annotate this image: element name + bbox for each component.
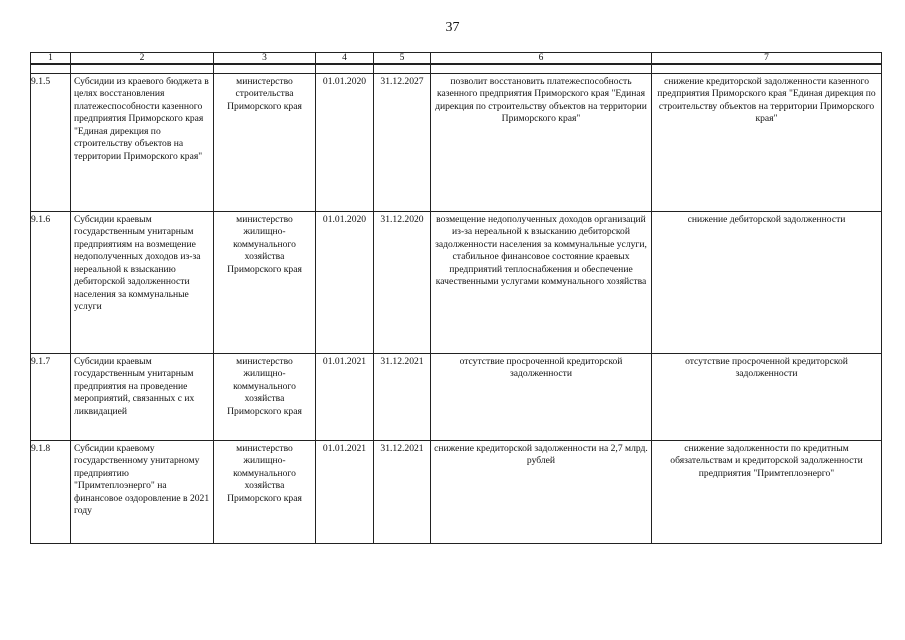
row-number: 9.1.8 [31, 441, 71, 544]
end-date: 31.12.2027 [374, 74, 431, 212]
column-header: 1 [31, 53, 71, 65]
expected-result: снижение кредиторской задолженности на 2,7 млрд. рублей [431, 441, 652, 544]
end-date: 31.12.2021 [374, 354, 431, 441]
end-date: 31.12.2020 [374, 212, 431, 354]
start-date: 01.01.2021 [316, 354, 374, 441]
effect: снижение задолженности по кредитным обязательствам и кредиторской задолженности предприятия "Примтеплоэнерго" [652, 441, 882, 544]
column-header: 4 [316, 53, 374, 65]
page-number: 37 [445, 20, 460, 35]
executor: министерство жилищно-коммунального хозяйства Приморского края [214, 212, 316, 354]
measure-name: Субсидии краевым государственным унитарным предприятия на проведение мероприятий, связанных с их ликвидацией [71, 354, 214, 441]
column-header: 6 [431, 53, 652, 65]
executor: министерство жилищно-коммунального хозяйства Приморского края [214, 441, 316, 544]
effect: снижение кредиторской задолженности казенного предприятия Приморского края "Единая дирекция по строительству объектов на территории Приморского края" [652, 74, 882, 212]
column-header: 3 [214, 53, 316, 65]
table-row [31, 74, 882, 212]
table-row [31, 212, 882, 354]
executor: министерство строительства Приморского края [214, 74, 316, 212]
header-separator [31, 64, 882, 74]
measure-name: Субсидии краевому государственному унитарному предприятию "Примтеплоэнерго" на финансовое оздоровление в 2021 году [71, 441, 214, 544]
row-number: 9.1.5 [31, 74, 71, 212]
effect: отсутствие просроченной кредиторской задолженности [652, 354, 882, 441]
column-header: 2 [71, 53, 214, 65]
expected-result: отсутствие просроченной кредиторской задолженности [431, 354, 652, 441]
executor: министерство жилищно-коммунального хозяйства Приморского края [214, 354, 316, 441]
measure-name: Субсидии краевым государственным унитарным предприятиям на возмещение недополученных доходов из-за нереальной к взысканию дебиторской задолженности населения за коммунальные услуги [71, 212, 214, 354]
column-header: 7 [652, 53, 882, 65]
start-date: 01.01.2021 [316, 441, 374, 544]
column-header: 5 [374, 53, 431, 65]
measure-name: Субсидии из краевого бюджета в целях восстановления платежеспособности казенного предприятия Приморского края "Единая дирекция по строительству объектов на территории Приморского края" [71, 74, 214, 212]
expected-result: позволит восстановить платежеспособность казенного предприятия Приморского края "Единая дирекция по строительству объектов на территории Приморского края" [431, 74, 652, 212]
row-number: 9.1.7 [31, 354, 71, 441]
start-date: 01.01.2020 [316, 74, 374, 212]
end-date: 31.12.2021 [374, 441, 431, 544]
row-number: 9.1.6 [31, 212, 71, 354]
measures-table [30, 52, 882, 544]
column-number-row [31, 53, 882, 65]
effect: снижение дебиторской задолженности [652, 212, 882, 354]
table-row [31, 354, 882, 441]
table-row [31, 441, 882, 544]
expected-result: возмещение недополученных доходов организаций из-за нереальной к взысканию дебиторской задолженности населения за коммунальные услуги, стабильное финансовое состояние краевых предприятий теплоснабжения и обеспечение качественными услугами коммунального хозяйства [431, 212, 652, 354]
start-date: 01.01.2020 [316, 212, 374, 354]
